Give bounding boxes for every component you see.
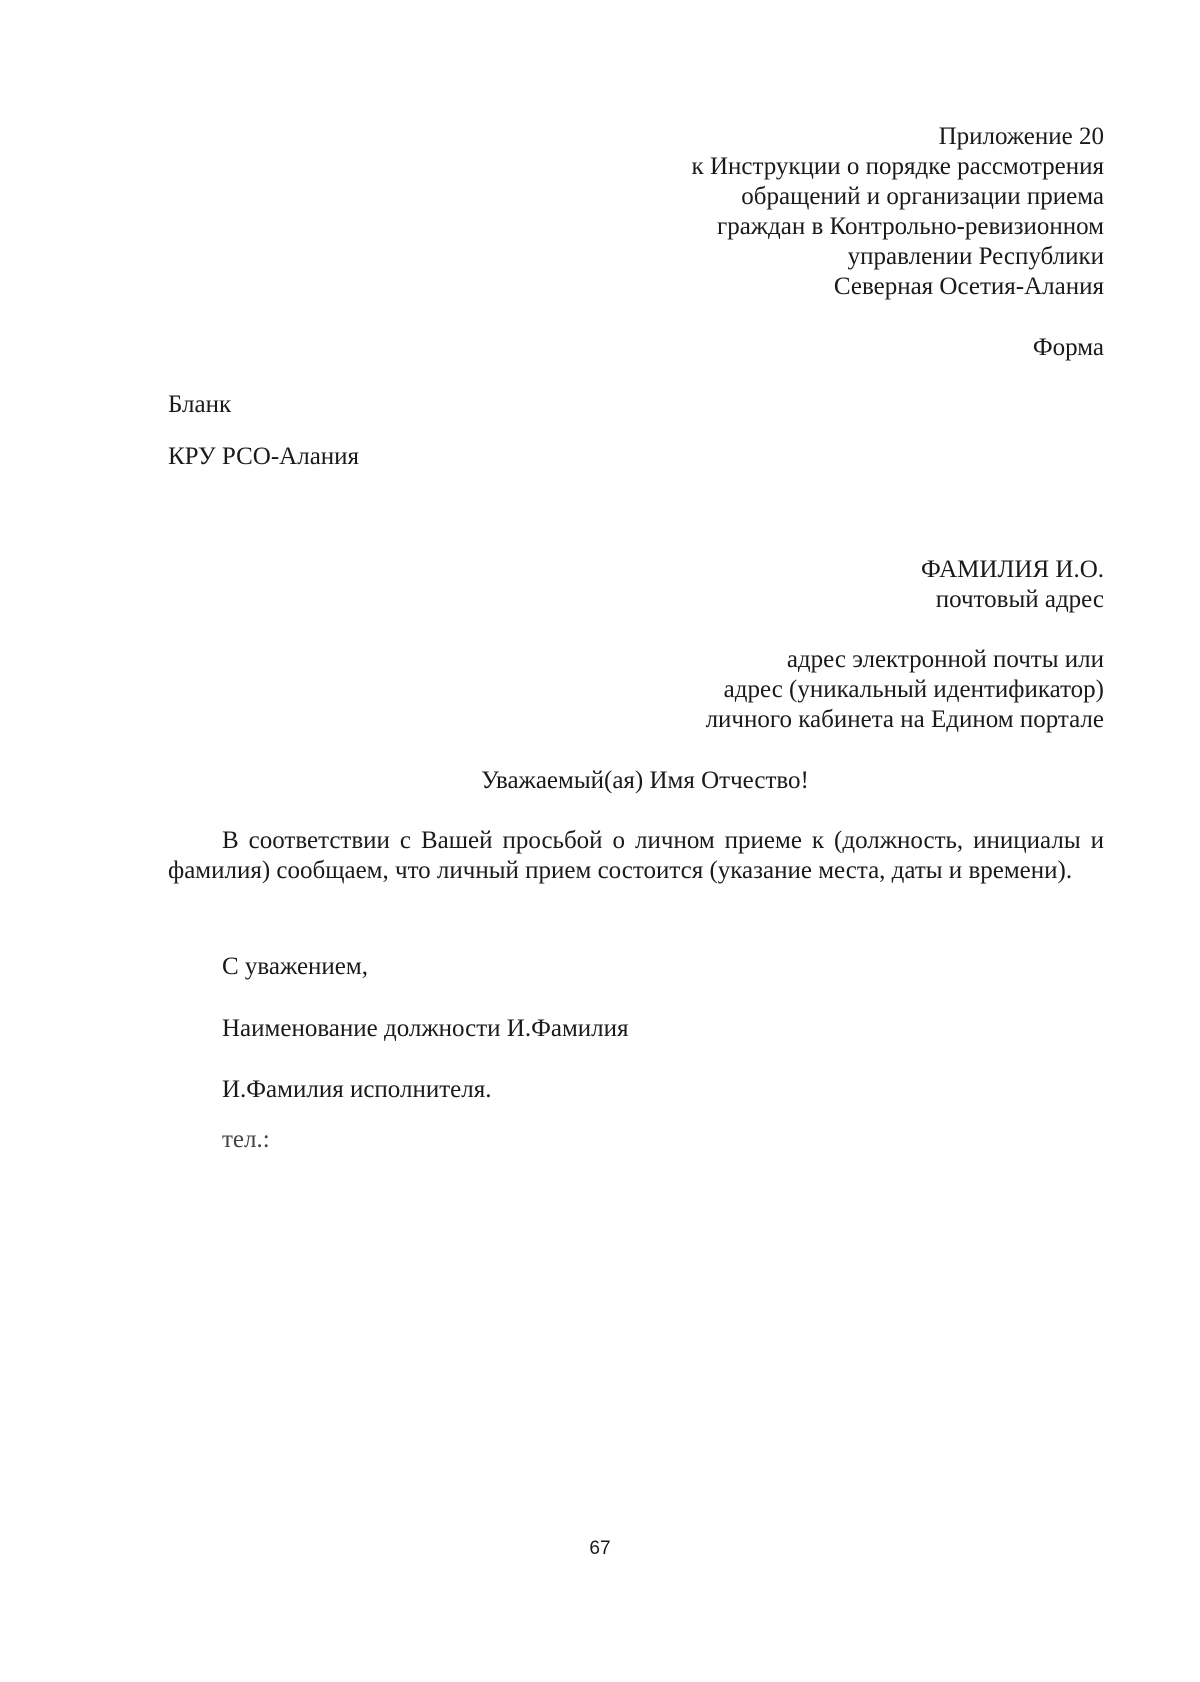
body-paragraph: В соответствии с Вашей просьбой о личном приеме к (должность, инициалы и фамилия) сообщаем, что личный прием состоится (указание места, даты и времени).	[168, 827, 1104, 884]
recipient-postal-address: почтовый адрес	[935, 586, 1104, 613]
recipient-block	[921, 555, 1104, 615]
appendix-line-1: Приложение 20	[938, 123, 1104, 150]
blank-label: Бланк	[168, 391, 232, 418]
appendix-header	[692, 122, 1104, 302]
position-signature: Наименование должности И.Фамилия	[222, 1015, 629, 1042]
appendix-line-6: Северная Осетия-Алания	[833, 273, 1104, 300]
appendix-line-3: обращений и организации приема	[741, 183, 1104, 210]
closing-regards: С уважением,	[222, 953, 368, 980]
page-number: 67	[589, 1538, 611, 1559]
salutation: Уважаемый(ая) Имя Отчество!	[481, 767, 809, 794]
phone-label: тел.:	[222, 1126, 270, 1153]
email-line-1: адрес электронной почты или	[786, 646, 1104, 673]
organization-name: КРУ РСО-Алания	[168, 443, 360, 470]
appendix-line-5: управлении Республики	[847, 243, 1104, 270]
appendix-line-2: к Инструкции о порядке рассмотрения	[691, 153, 1104, 180]
email-line-3: личного кабинета на Едином портале	[705, 706, 1104, 733]
email-line-2: адрес (уникальный идентификатор)	[723, 676, 1104, 703]
recipient-email-block	[706, 645, 1104, 735]
appendix-line-4: граждан в Контрольно-ревизионном	[716, 213, 1104, 240]
executor-name: И.Фамилия исполнителя.	[222, 1076, 492, 1103]
recipient-name: ФАМИЛИЯ И.О.	[920, 556, 1104, 583]
form-label: Форма	[1032, 334, 1104, 361]
